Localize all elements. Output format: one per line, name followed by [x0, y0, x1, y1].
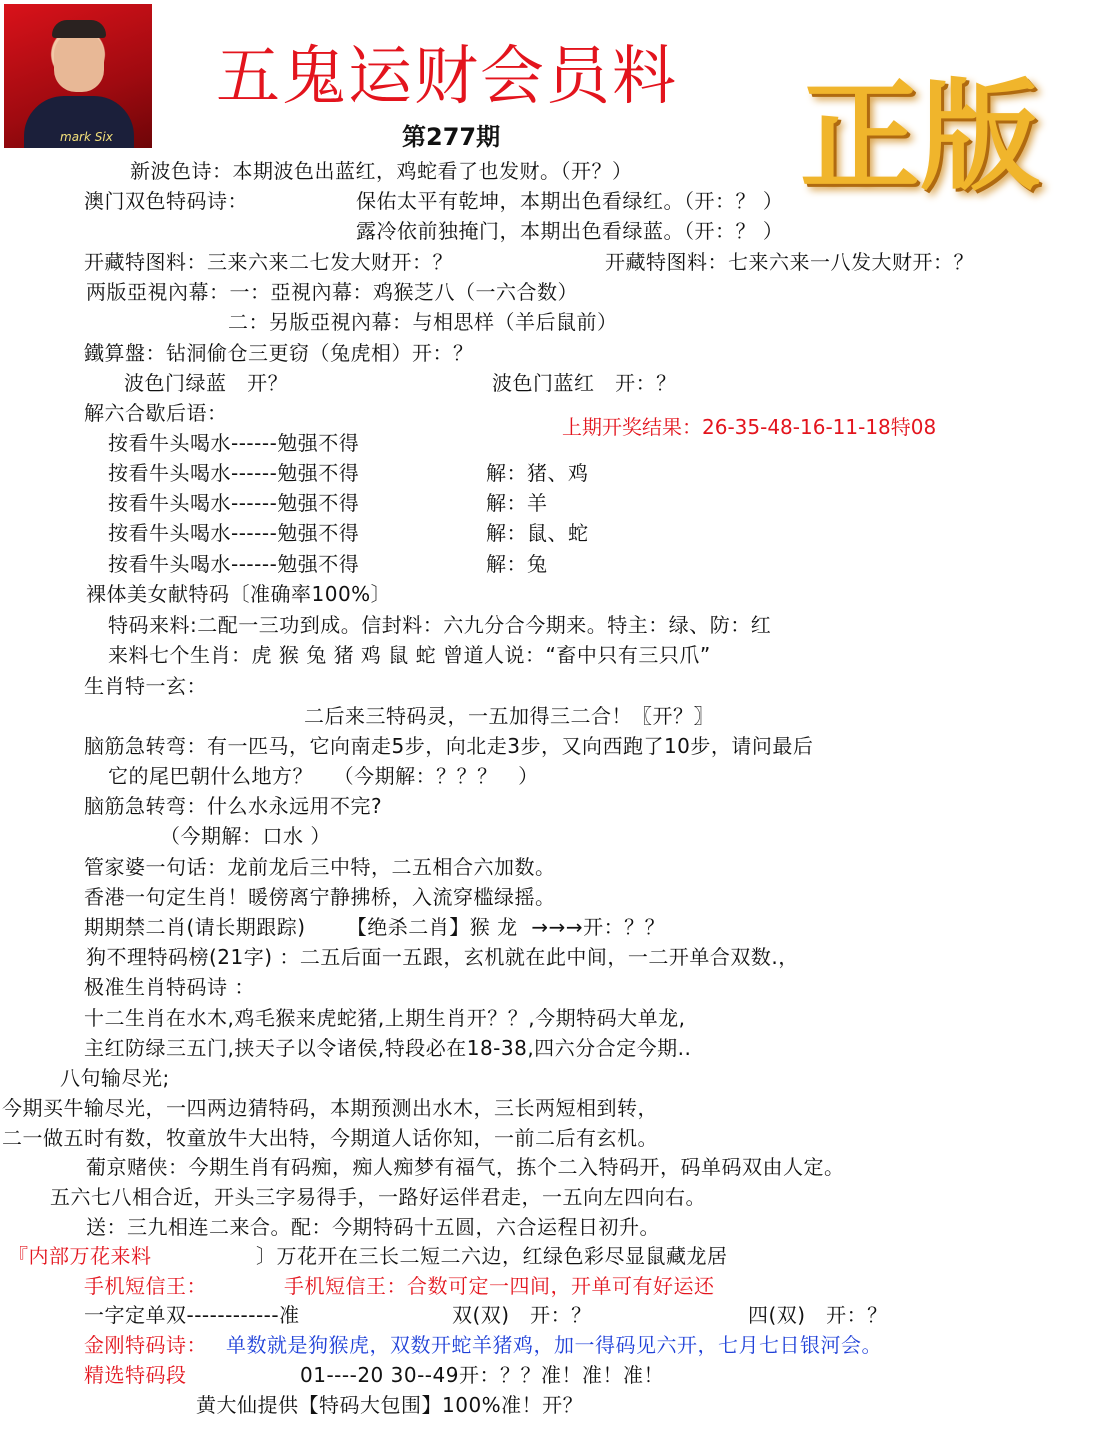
- accurate-poem-heading: 极准生肖特码诗 ：: [84, 975, 255, 999]
- kill-two-zodiacs: 期期禁二肖(请长期跟踪) 【绝杀二肖】猴 龙 →→→开：？？: [84, 915, 666, 939]
- inside-flower-label: 『内部万花来料: [8, 1244, 152, 1268]
- riddle-answer: 解：兔: [486, 552, 548, 576]
- vajra-poem-text: 单数就是狗猴虎，双数开蛇羊猪鸡，加一得码见六开，七月七日银河会。: [226, 1333, 882, 1357]
- casino-hero-2: 五六七八相合近，开头三字易得手，一路好运伴君走，一五向左四向右。: [50, 1185, 706, 1209]
- riddle-answer: 解：鼠、蛇: [486, 521, 589, 545]
- brain-teaser-2: 脑筋急转弯：什么水永远用不完?: [84, 794, 383, 818]
- special-code-heading: 裸体美女献特码〔准确率100%〕: [86, 582, 392, 606]
- eight-lines-heading: 八句输尽光;: [60, 1066, 170, 1090]
- eight-lines-1: 今期买牛输尽光，一四两边猜特码，本期预测出水木，三长两短相到转，: [2, 1096, 658, 1120]
- hair-shape: [52, 20, 106, 38]
- macau-line-1: 保佑太平有乾坤，本期出色看绿红。（开：？ ）: [356, 189, 784, 213]
- kaicang-2: 开藏特图料：七来六来一八发大财开：？: [605, 250, 974, 274]
- issue-number: 第277期: [402, 123, 501, 151]
- selected-range: 01----20 30--49开：？？准！准！准！: [300, 1363, 664, 1387]
- accurate-poem-2: 主红防绿三五门,挟天子以令诸侯,特段必在18-38,四六分合定今期..: [84, 1036, 692, 1060]
- zodiac-heading: 生肖特一玄：: [84, 674, 207, 698]
- wave-door-1: 波色门绿蓝 开？: [124, 371, 289, 395]
- vajra-poem-label: 金刚特码诗：: [84, 1333, 207, 1357]
- huang-daxian-line: 黄大仙提供【特码大包围】100%准！开？: [196, 1393, 584, 1417]
- riddle-answer: 解：羊: [486, 491, 548, 515]
- zodiac-poem: 二后来三特码灵，一五加得三二合！〖开？〗: [304, 704, 714, 728]
- riddle-row: 按看牛头喝水------勉强不得: [108, 552, 360, 576]
- portrait-photo: [4, 4, 152, 148]
- riddle-row: 按看牛头喝水------勉强不得: [108, 521, 360, 545]
- housekeeper-line: 管家婆一句话：龙前龙后三中特，二五相合六加数。: [84, 855, 556, 879]
- seven-zodiacs: 来料七个生肖：虎 猴 兔 猪 鸡 鼠 蛇 曾道人说：“畜中只有三只爪”: [108, 643, 711, 667]
- brain-teaser-1: 脑筋急转弯：有一匹马，它向南走5步，向北走3步，又向西跑了10步，请问最后: [84, 734, 814, 758]
- kaicang-1: 开藏特图料：三来六来二七发大财开：？: [84, 250, 453, 274]
- hongkong-line: 香港一句定生肖！暖傍离宁静拂桥，入流穿槛绿摇。: [84, 885, 556, 909]
- riddle-row: 按看牛头喝水------勉强不得: [108, 461, 360, 485]
- atv-inside-2: 二：另版亞視內幕：与相思样（羊后鼠前）: [228, 310, 618, 334]
- gift-line: 送：三九相连二来合。配：今期特码十五圆，六合运程日初升。: [86, 1215, 660, 1239]
- photo-label: mark Six: [60, 130, 113, 144]
- odd-even-result-2: 四(双) 开：？: [748, 1303, 888, 1327]
- wave-door-2: 波色门蓝红 开：？: [492, 371, 677, 395]
- riddle-heading: 解六合歇后语：: [84, 401, 228, 425]
- sms-king-text: 手机短信王：合数可定一四间，开单可有好运还: [284, 1274, 715, 1298]
- selected-range-label: 精选特码段: [84, 1363, 187, 1387]
- face-shape: [54, 32, 104, 92]
- inside-flower-text: 〕万花开在三长二短二六边，红绿色彩尽显鼠藏龙居: [256, 1244, 728, 1268]
- special-code-source: 特码来料:二配一三功到成。信封料：六九分合今期来。特主：绿、防：红: [108, 613, 772, 637]
- page-title: 五鬼运财会员料: [216, 40, 678, 114]
- riddle-row: 按看牛头喝水------勉强不得: [108, 431, 360, 455]
- riddle-answer: 解：猪、鸡: [486, 461, 589, 485]
- atv-inside-1: 两版亞視內幕：一：亞視內幕：鸡猴芝八（一六合数）: [86, 280, 578, 304]
- authentic-stamp: 正版: [800, 66, 1040, 207]
- casino-hero: 葡京赌侠：今期生肖有码痴，痴人痴梦有福气，拣个二入特码开，码单码双由人定。: [86, 1155, 845, 1179]
- accurate-poem-1: 十二生肖在水木,鸡毛猴来虎蛇猪,上期生肖开？？,今期特码大单龙,: [84, 1006, 686, 1030]
- odd-even-result-1: 双(双) 开：？: [452, 1303, 592, 1327]
- macau-line-2: 露冷依前独掩门，本期出色看绿蓝。（开：？ ）: [356, 219, 784, 243]
- odd-even-line: 一字定单双------------准: [84, 1303, 300, 1327]
- eight-lines-2: 二一做五时有数，牧童放牛大出特，今期道人话你知，一前二后有玄机。: [2, 1126, 658, 1150]
- sms-king-label: 手机短信王：: [84, 1274, 207, 1298]
- brain-teaser-2-answer: （今期解：口水 ）: [160, 824, 331, 848]
- brain-teaser-1-answer: 它的尾巴朝什么地方？ （今期解：？？？ ）: [108, 764, 539, 788]
- macau-label: 澳门双色特码诗：: [84, 189, 248, 213]
- last-result: 上期开奖结果：26-35-48-16-11-18特08: [562, 415, 937, 439]
- goubuli-list: 狗不理特码榜(21字) ：二五后面一五跟，玄机就在此中间，一二开单合双数.，: [86, 945, 799, 969]
- wave-color-poem: 新波色诗：本期波色出蓝红，鸡蛇看了也发财。（开？）: [130, 159, 633, 183]
- riddle-row: 按看牛头喝水------勉强不得: [108, 491, 360, 515]
- iron-abacus: 鐵算盤：钻洞偷仓三更窃（兔虎相）开：？: [84, 341, 474, 365]
